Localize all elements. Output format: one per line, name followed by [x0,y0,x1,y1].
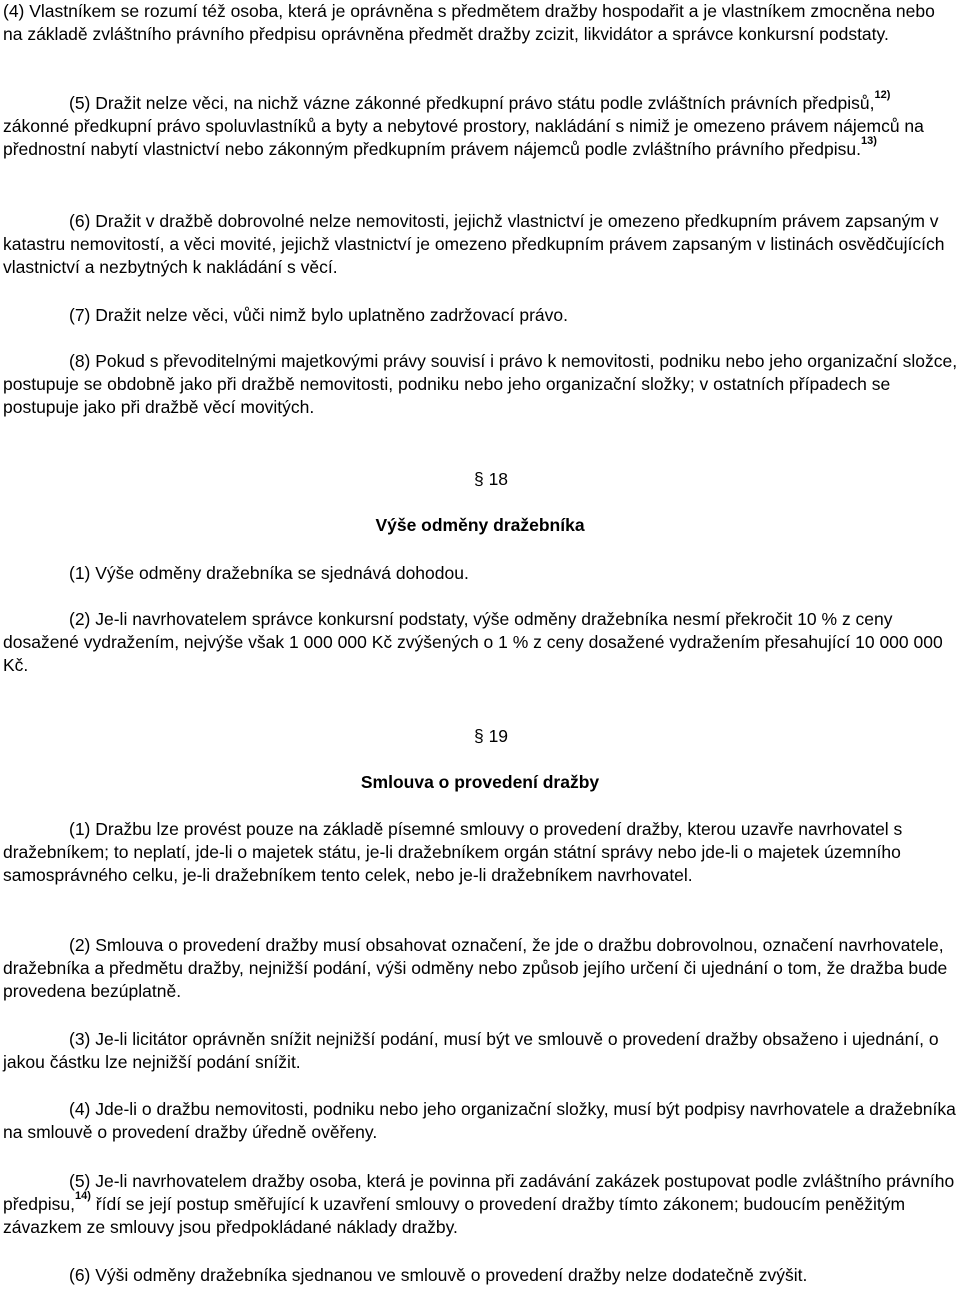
paragraph-7: (7) Dražit nelze věci, vůči nimž bylo uplatněno zadržovací právo. [69,305,568,325]
paragraph-5-text-a: (5) Dražit nelze věci, na nichž vázne zákonné předkupní právo státu podle zvláštních právních předpisů, [69,93,875,113]
section-19-paragraph-5-text-b: řídí se její postup směřující k uzavření smlouvy o provedení dražby tímto zákonem; budoucím peněžitým závazkem ze smlouvy jsou předpokládané náklady dražby. [3,1194,906,1237]
footnote-ref-14[interactable]: 14) [75,1190,91,1202]
section-18-paragraph-2: (2) Je-li navrhovatelem správce konkursní podstaty, výše odměny dražebníka nesmí překročit 10 % z ceny dosažené vydražením, nejvýše však 1 000 000 Kč zvýšených o 1 % z ceny dosažené vydražením přesahující 10 000 000 Kč. [3,609,943,675]
section-19-paragraph-5-text-a: (5) Je-li navrhovatelem dražby osoba, která je povinna při zadávání zakázek postupovat podle zvláštního právního předpisu, [3,1171,955,1214]
section-18-title: Výše odměny dražebníka [375,515,585,535]
section-19-paragraph-4: (4) Jde-li o dražbu nemovitosti, podniku nebo jeho organizační složky, musí být podpisy navrhovatele a dražebníka na smlouvě o provedení dražby úředně ověřeny. [3,1099,956,1142]
section-19-paragraph-5 [3,1170,959,1239]
paragraph-8: (8) Pokud s převoditelnými majetkovými právy souvisí i právo k nemovitosti, podniku nebo jeho organizační složce, postupuje se obdobně jako při dražbě nemovitosti, podniku nebo jeho organizační složky; v ostatních případech se postupuje jako při dražbě věcí movitých. [3,351,958,417]
footnote-ref-13[interactable]: 13) [861,135,877,147]
section-19-paragraph-2: (2) Smlouva o provedení dražby musí obsahovat označení, že jde o dražbu dobrovolnou, označení navrhovatele, dražebníka a předmětu dražby, nejnižší podání, výši odměny nebo způsob jejího určení či ujednání o tom, že dražba bude provedena bezúplatně. [3,935,948,1001]
section-19-paragraph-1: (1) Dražbu lze provést pouze na základě písemné smlouvy o provedení dražby, kterou uzavře navrhovatel s dražebníkem; to neplatí, jde-li o majetek státu, je-li dražebníkem orgán státní správy nebo jde-li o majetek územního samosprávného celku, je-li dražebníkem tento celek, nebo je-li dražebníkem navrhovatel. [3,819,903,885]
paragraph-4: (4) Vlastníkem se rozumí též osoba, která je oprávněna s předmětem dražby hospodařit a je vlastníkem zmocněna nebo na základě zvláštního právního předpisu oprávněna předmět dražby zcizit, likvidátor a správce konkursní podstaty. [3,1,935,44]
section-18-number: § 18 [473,469,509,489]
section-19-paragraph-6: (6) Výši odměny dražebníka sjednanou ve smlouvě o provedení dražby nelze dodatečně zvýšit. [69,1265,808,1285]
paragraph-6: (6) Dražit v dražbě dobrovolné nelze nemovitosti, jejichž vlastnictví je omezeno předkupním právem zapsaným v katastru nemovitostí, a věci movité, jejichž vlastnictví je omezeno předkupním právem zapsaným v listinách osvědčujících vlastnictví a nezbytných k nakládání s věcí. [3,211,945,277]
paragraph-5 [3,89,959,161]
section-19-number: § 19 [473,726,509,746]
paragraph-5-text-b: zákonné předkupní právo spoluvlastníků a byty a nebytové prostory, nakládání s nimiž je omezeno právem nájemců na přednostní nabytí vlastnictví nebo zákonným předkupním právem nájemců podle zvláštního právního předpisu. [3,116,924,159]
section-19-paragraph-3: (3) Je-li licitátor oprávněn snížit nejnižší podání, musí být ve smlouvě o provedení dražby obsaženo i ujednání, o jakou částku lze nejnižší podání snížit. [3,1029,939,1072]
section-18-paragraph-1: (1) Výše odměny dražebníka se sjednává dohodou. [69,563,469,583]
section-19-title: Smlouva o provedení dražby [360,772,600,792]
footnote-ref-12[interactable]: 12) [874,89,891,101]
